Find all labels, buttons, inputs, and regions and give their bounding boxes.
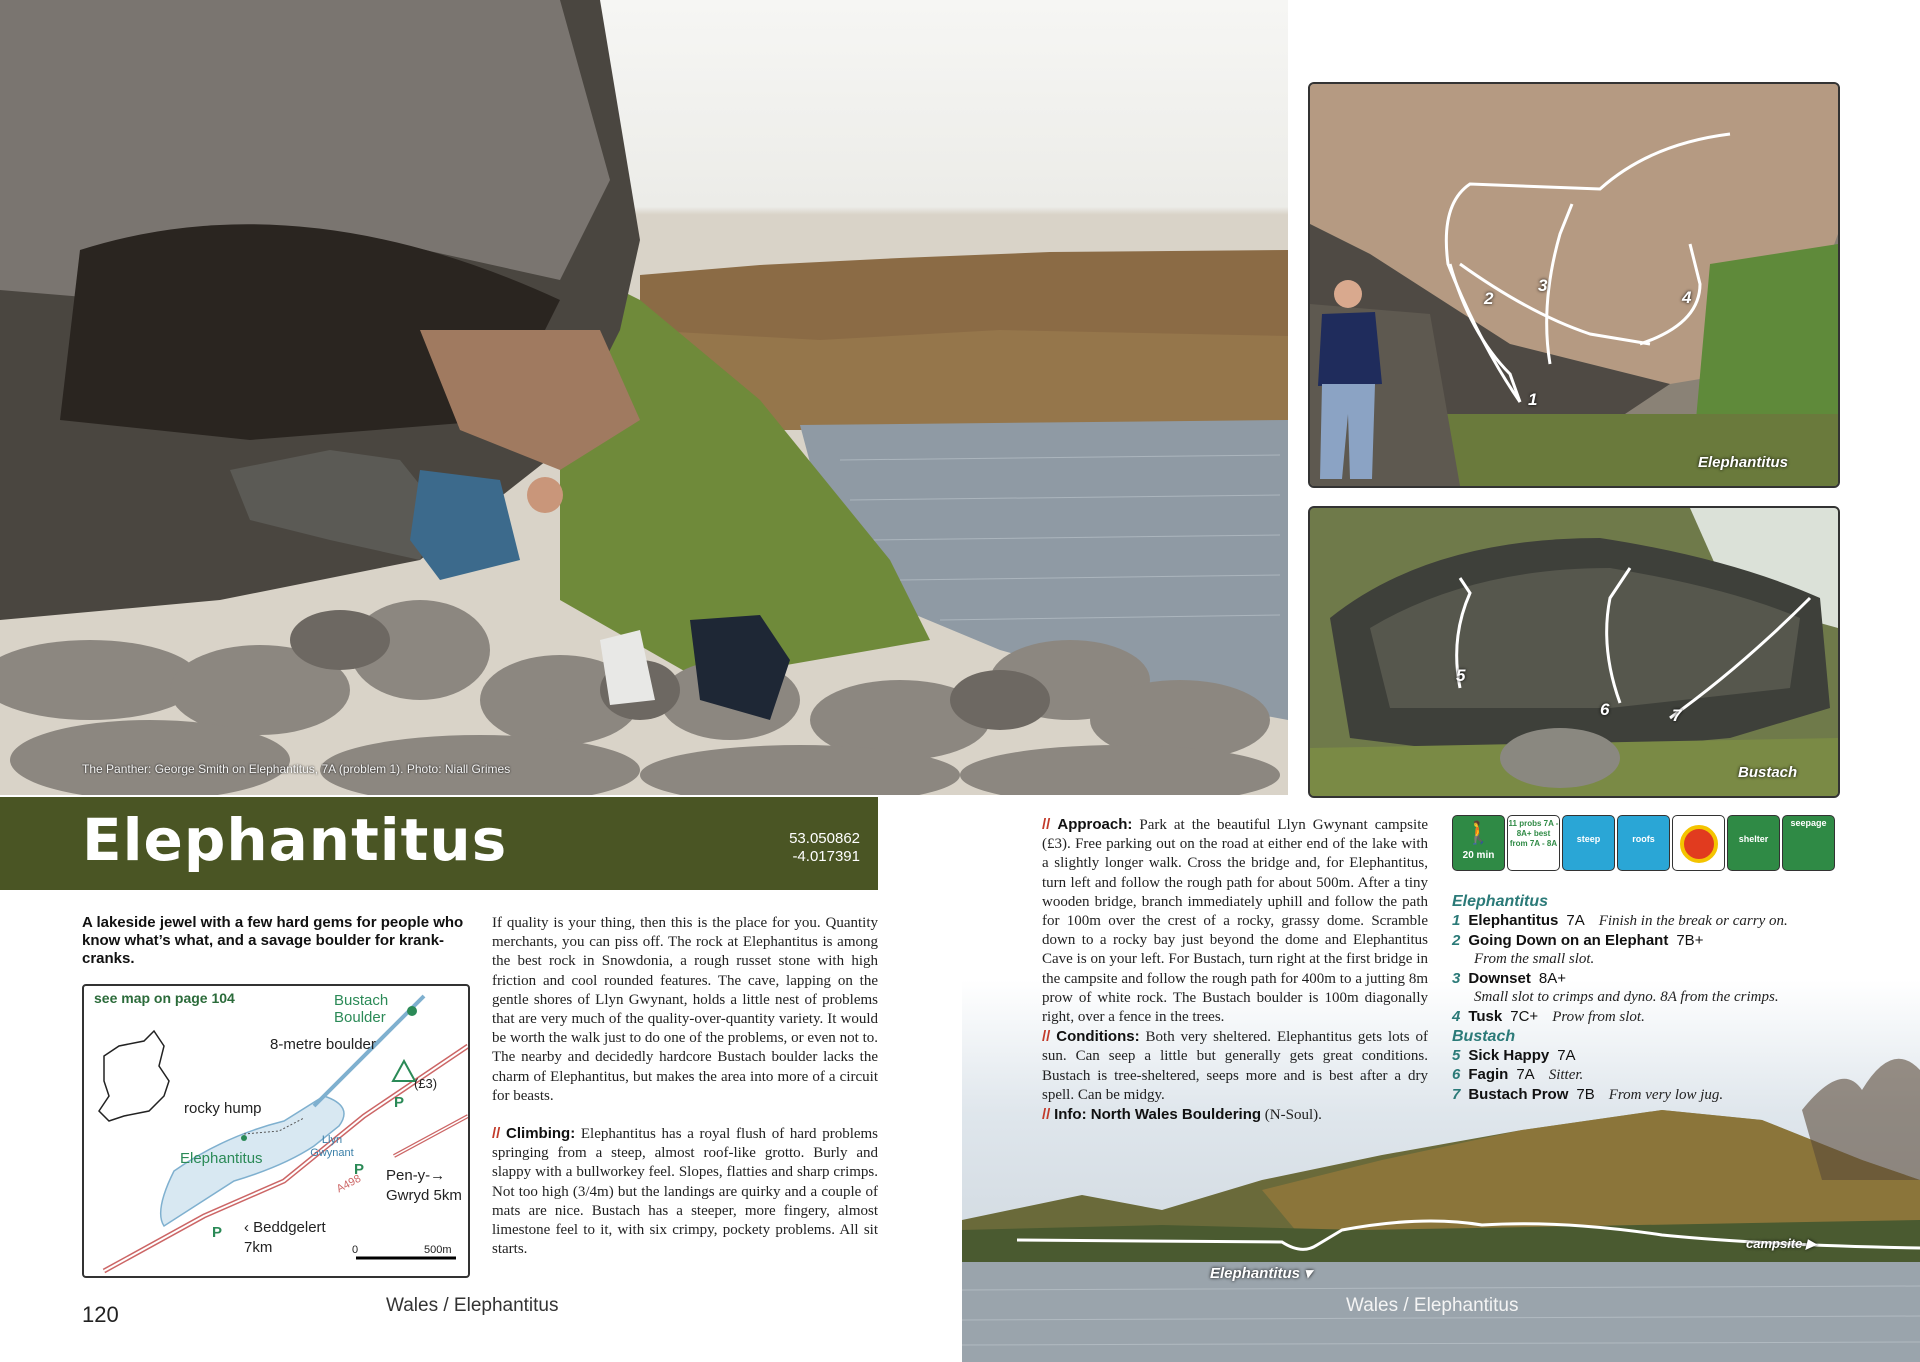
info-icons-row xyxy=(1452,815,1838,871)
route-number-6: 6 xyxy=(1600,700,1610,719)
info-text: (N-Soul). xyxy=(1264,1107,1322,1124)
list-item: 1 Elephantitus 7A Finish in the break or carry on. xyxy=(1452,912,1788,929)
approach-paragraph xyxy=(1042,815,1428,1027)
conditions-paragraph xyxy=(1042,1027,1428,1105)
lake-label-campsite: campsite ▶ xyxy=(1746,1236,1816,1251)
column-approach xyxy=(1042,815,1428,1125)
footer-right: Wales / Elephantitus xyxy=(1346,1295,1519,1316)
intro-text: A lakeside jewel with a few hard gems for people who know what’s what, and a savage boulder for krank-cranks. xyxy=(82,914,464,967)
list-item: 5 Sick Happy 7A xyxy=(1452,1047,1576,1064)
gps-coordinates xyxy=(760,830,860,866)
map-label-rocky-hump: rocky hump xyxy=(184,1100,262,1117)
description-paragraph: If quality is your thing, then this is the place for you. Quantity merchants, you can piss off. The rock at Elephantitus is among the best rock in Snowdonia, a rough russet stone with high friction and cool rounded features. The cave, lapping on the gentle shores of Llyn Gwynant, holds a little nest of problems that are very much of the quality-over-quantity variety. It would be worth the walk just to do one of the problems, or even not to. The nearby and decidedly hardcore Bustach boulder lacks the charm of Elephantitus, but makes the area into more of a circuit for beasts. xyxy=(492,915,878,1104)
map-label-elephantitus: Elephantitus xyxy=(180,1150,263,1167)
problems-list xyxy=(1452,892,1912,1105)
photo-elephantitus xyxy=(1308,82,1840,488)
info-paragraph xyxy=(1042,1105,1428,1125)
map-label-lake: Llyn Gwynant xyxy=(310,1134,354,1159)
area-name-elephantitus: Elephantitus xyxy=(1452,893,1549,910)
route-number-2: 2 xyxy=(1484,289,1494,308)
steep-icon xyxy=(1562,815,1615,871)
steep-label: steep xyxy=(1576,834,1601,844)
photo-bustach xyxy=(1308,506,1840,798)
latitude: 53.050862 xyxy=(789,830,860,847)
list-item: 6 Fagin 7A Sitter. xyxy=(1452,1066,1584,1083)
parking-icon: P xyxy=(394,1094,405,1111)
problems-count-icon: 11 probs 7A - 8A+ best from 7A - 8A xyxy=(1507,815,1560,871)
photo-label-elephantitus: Elephantitus xyxy=(1698,454,1789,471)
main-photo xyxy=(0,0,1288,795)
route-number-1: 1 xyxy=(1528,390,1538,409)
see-map-link[interactable]: see map on page 104 xyxy=(94,990,235,1006)
route-number-3: 3 xyxy=(1538,276,1548,295)
map-label-eight-metre: 8-metre boulder xyxy=(270,1036,376,1053)
section-slash-icon: // xyxy=(1042,816,1051,833)
map-label-bustach: Bustach Boulder xyxy=(334,992,389,1026)
map-label-pen-y-gwryd: Pen-y-→ Gwryd 5km xyxy=(386,1167,462,1204)
map-label-road: A498 xyxy=(334,1172,364,1196)
section-slash-icon: // xyxy=(1042,1106,1051,1124)
shelter-icon xyxy=(1727,815,1780,871)
map-scale-zero: 0 xyxy=(352,1244,359,1256)
longitude: -4.017391 xyxy=(792,848,860,865)
route-number-5: 5 xyxy=(1456,666,1466,685)
map-label-beddgelert: ‹ Beddgelert 7km xyxy=(244,1219,326,1256)
section-slash-icon: // xyxy=(1042,1028,1051,1046)
info-heading: Info: North Wales Bouldering xyxy=(1054,1106,1262,1124)
list-item: 7 Bustach Prow 7B From very low jug. xyxy=(1452,1086,1724,1103)
list-item: 4 Tusk 7C+ Prow from slot. xyxy=(1452,1008,1645,1025)
page-number: 120 xyxy=(82,1302,119,1327)
photo-label-bustach: Bustach xyxy=(1738,764,1798,781)
route-number-7: 7 xyxy=(1672,706,1682,725)
area-name-bustach: Bustach xyxy=(1452,1028,1516,1045)
climbing-text: Elephantitus has a royal flush of hard problems springing from a steep, almost roof-like grotto. Burly and slappy with a bullworkey feel. Slopes, flatties and sharp crimps. Not too high (3/4m) but the landings are quirky and a couple of mats are nice. Bustach has a steeper, more fingery, almost limestone feel to it, with six crimpy, pockety problems. All sit starts. xyxy=(492,1126,879,1258)
photo-caption: The Panther: George Smith on Elephantitus, 7A (problem 1). Photo: Niall Grimes xyxy=(82,762,511,776)
climbing-heading: Climbing: xyxy=(506,1125,576,1143)
lake-label-elephantitus: Elephantitus ▾ xyxy=(1210,1265,1312,1282)
parking-icon: P xyxy=(212,1224,223,1241)
column-description xyxy=(492,914,878,1259)
walk-time-label: 20 min xyxy=(1462,850,1495,861)
roofs-icon xyxy=(1617,815,1670,871)
roofs-label: roofs xyxy=(1632,834,1655,844)
sun-icon xyxy=(1672,815,1725,871)
list-item: 2 Going Down on an Elephant 7B+ xyxy=(1452,932,1704,949)
shelter-label: shelter xyxy=(1738,834,1769,844)
conditions-heading: Conditions: xyxy=(1056,1028,1140,1046)
map-label-campsite-fee: (£3) xyxy=(414,1076,438,1091)
footer-left: Wales / Elephantitus xyxy=(386,1295,559,1316)
list-item: 3 Downset 8A+ xyxy=(1452,970,1566,987)
route-number-4: 4 xyxy=(1682,288,1692,307)
seepage-label: seepage xyxy=(1790,818,1827,828)
approach-text: Park at the beautiful Llyn Gwynant campsite (£3). Free parking out on the road at either end of the lake with a slightly longer walk. Cross the bridge and, for Elephantitus, turn left and follow the rough path for about 500m. After a tiny wooden bridge, branch immediately uphill and follow the path for 100m over the crest of a rocky, grassy dome. Scramble down to a rocky bay just beyond the dome and Elephantitus Cave is on your left. For Bustach, turn right at the first bridge in the campsite and follow the rough path for 400m to a jutting 8m prow of white rock. The Bustach boulder is 100m diagonally right, over a fence in the trees. xyxy=(1042,817,1429,1026)
map-scale-500: 500m xyxy=(424,1244,452,1256)
section-slash-icon: // xyxy=(492,1125,501,1143)
conditions-text: Both very sheltered. Elephantitus gets lots of sun. Can seep a little but generally gets great conditions. Bustach is tree-sheltered, seeps more and is best after a dry spell. Can be midgy. xyxy=(1042,1029,1429,1103)
page-title: Elephantitus xyxy=(82,806,508,874)
climbing-paragraph xyxy=(492,1124,878,1259)
location-map xyxy=(82,984,470,1278)
walk-time-icon xyxy=(1452,815,1505,871)
problem-description: From the small slot. xyxy=(1474,951,1595,967)
seepage-icon xyxy=(1782,815,1835,871)
problem-description: Small slot to crimps and dyno. 8A from the crimps. xyxy=(1474,989,1779,1005)
parking-icon: P xyxy=(354,1161,365,1178)
walker-icon: 🚶 xyxy=(1464,820,1493,845)
approach-heading: Approach: xyxy=(1057,816,1133,833)
